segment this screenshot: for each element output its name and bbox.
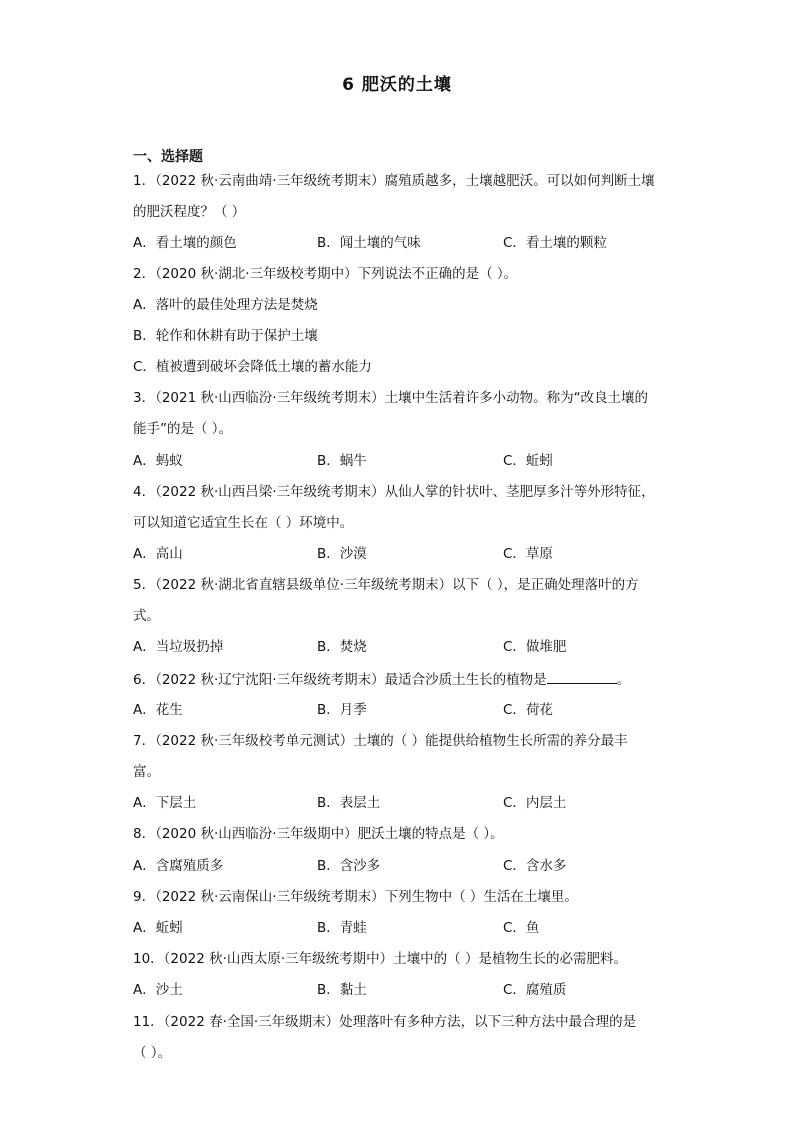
option-c: C．含水多 <box>503 858 567 874</box>
question-4-line-2: 可以知道它适宜生长在（ ）环境中。 <box>133 515 354 531</box>
option-c: C．草原 <box>503 546 553 562</box>
option-a: A．含腐殖质多 <box>133 858 224 874</box>
document-title: 6 肥沃的土壤 <box>342 75 452 95</box>
option-b: B．沙漠 <box>317 546 367 562</box>
question-7-line-2: 富。 <box>133 764 160 780</box>
option-a: A．落叶的最佳处理方法是焚烧 <box>133 297 318 313</box>
question-8-line-1: 8．（2020 秋·山西临汾·三年级期中）肥沃土壤的特点是（ ）。 <box>133 826 504 842</box>
section-heading: 一、选择题 <box>133 149 203 165</box>
option-b: B．闻土壤的气味 <box>317 235 421 251</box>
question-5-line-2: 式。 <box>133 608 160 624</box>
option-c: C．看土壤的颗粒 <box>503 235 607 251</box>
option-c: C．荷花 <box>503 702 553 718</box>
option-a: A．当垃圾扔掉 <box>133 639 224 655</box>
option-a: A．看土壤的颜色 <box>133 235 237 251</box>
question-2-line-1: 2．（2020 秋·湖北·三年级校考期中）下列说法不正确的是（ ）。 <box>133 266 518 282</box>
option-c: C．鱼 <box>503 920 540 936</box>
option-a: A．蚂蚁 <box>133 453 183 469</box>
option-c: C．腐殖质 <box>503 982 567 998</box>
question-11-line-2: （ ）。 <box>133 1045 172 1061</box>
option-c: C．蚯蚓 <box>503 453 553 469</box>
option-b: B．表层土 <box>317 795 381 811</box>
question-6-line-1 <box>133 669 630 690</box>
option-b: B．青蛙 <box>317 920 367 936</box>
question-3-line-1: 3．（2021 秋·山西临汾·三年级统考期末）土壤中生活着许多小动物。称为“改良土壤的 <box>133 390 649 406</box>
question-7-line-1: 7．（2022 秋·三年级校考单元测试）土壤的（ ）能提供给植物生长所需的养分最丰 <box>133 733 628 749</box>
question-1-line-2: 的肥沃程度？（ ） <box>133 204 246 220</box>
question-1-line-1: 1．（2022 秋·云南曲靖·三年级统考期末）腐殖质越多，土壤越肥沃。可以如何判断土壤 <box>133 173 655 189</box>
question-5-line-1: 5．（2022 秋·湖北省直辖县级单位·三年级统考期末）以下（ ），是正确处理落叶的方 <box>133 577 639 593</box>
question-11-line-1: 11．（2022 春·全国·三年级期末）处理落叶有多种方法，以下三种方法中最合理的是 <box>133 1014 637 1030</box>
option-b: B．焚烧 <box>317 639 367 655</box>
question-3-line-2: 能手”的是（ ）。 <box>133 421 233 437</box>
option-c: C．内层土 <box>503 795 567 811</box>
option-b: B．轮作和休耕有助于保护土壤 <box>133 328 318 344</box>
option-c: C．做堆肥 <box>503 639 567 655</box>
question-6-text: 6．（2022 秋·辽宁沈阳·三年级统考期末）最适合沙质土生长的植物是 <box>133 672 547 688</box>
option-a: A．沙土 <box>133 982 183 998</box>
option-b: B．黏土 <box>317 982 367 998</box>
option-a: A．蚯蚓 <box>133 920 183 936</box>
question-10-line-1: 10．（2022 秋·山西太原·三年级统考期中）土壤中的（ ）是植物生长的必需肥料。 <box>133 951 627 967</box>
option-b: B．含沙多 <box>317 858 381 874</box>
question-9-line-1: 9．（2022 秋·云南保山·三年级统考期末）下列生物中（ ）生活在土壤里。 <box>133 889 578 905</box>
option-b: B．蜗牛 <box>317 453 367 469</box>
option-a: A．花生 <box>133 702 183 718</box>
option-b: B．月季 <box>317 702 367 718</box>
option-c: C．植被遭到破坏会降低土壤的蓄水能力 <box>133 359 372 375</box>
question-6-end: 。 <box>616 672 631 688</box>
option-a: A．下层土 <box>133 795 197 811</box>
option-a: A．高山 <box>133 546 183 562</box>
question-4-line-1: 4．（2022 秋·山西吕梁·三年级统考期末）从仙人掌的针状叶、茎肥厚多汁等外形特征， <box>133 484 655 500</box>
answer-blank <box>547 669 617 684</box>
